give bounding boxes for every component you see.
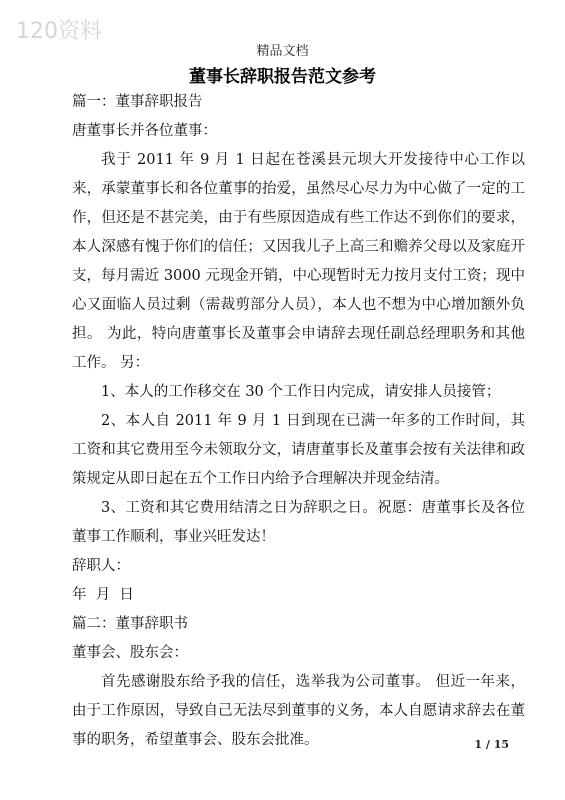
- salutation-1: 唐董事长并各位董事：: [72, 123, 217, 139]
- list-item-1: 1、本人的工作移交在 30 个工作日内完成，请安排人员接管；: [101, 384, 501, 400]
- signature-label: 辞职人：: [72, 558, 130, 574]
- document-body: [72, 88, 525, 755]
- list-item-2: 2、本人自 2011 年 9 月 1 日到现在已满一年多的工作时间，其工资和其它费用至今未领取分文，请唐董事长及董事会按有关法律和政策规定从即日起在五个工作日内给予合理解决并现金结清。: [72, 413, 525, 487]
- section-heading-1: 篇一：董事辞职报告: [72, 94, 203, 110]
- list-item-3: 3、工资和其它费用结清之日为辞职之日。祝愿：唐董事长及各位董事工作顺利，事业兴旺发达！: [72, 500, 525, 545]
- document-title: 董事长辞职报告范文参考: [189, 67, 376, 87]
- body-paragraph: 我于 2011 年 9 月 1 日起在苍溪县元坝大开发接待中心工作以来，承蒙董事长和各位董事的抬爱，虽然尽心尽力为中心做了一定的工作，但还是不甚完美，由于有些原因造成有些工作达不到你们的要求，本人深感有愧于你们的信任；又因我儿子上高三和赡养父母以及家庭开支，每月需近 3000 元现金开销，中心现暂时无力按月支付工资；现中心又面临人员过剩（需裁剪部分人员），本人也不想为中心增加额外负担。 为此，特向唐董事长及董事会申请辞去现任副总经理职务和其他工作。 另：: [72, 152, 525, 371]
- watermark-logo: 120资料: [16, 19, 102, 44]
- section-heading-2: 篇二：董事辞职书: [72, 616, 188, 632]
- salutation-2: 董事会、股东会：: [72, 645, 188, 661]
- page-header: 精品文档: [256, 44, 309, 59]
- body-paragraph-2: 首先感谢股东给予我的信任，选举我为公司董事。 但近一年来，由于工作原因，导致自己无法尽到董事的义务，本人自愿请求辞去在董事的职务，希望董事会、股东会批准。: [72, 674, 525, 748]
- page-number: 1 / 15: [474, 738, 509, 751]
- date-line: 年 月 日: [72, 587, 134, 603]
